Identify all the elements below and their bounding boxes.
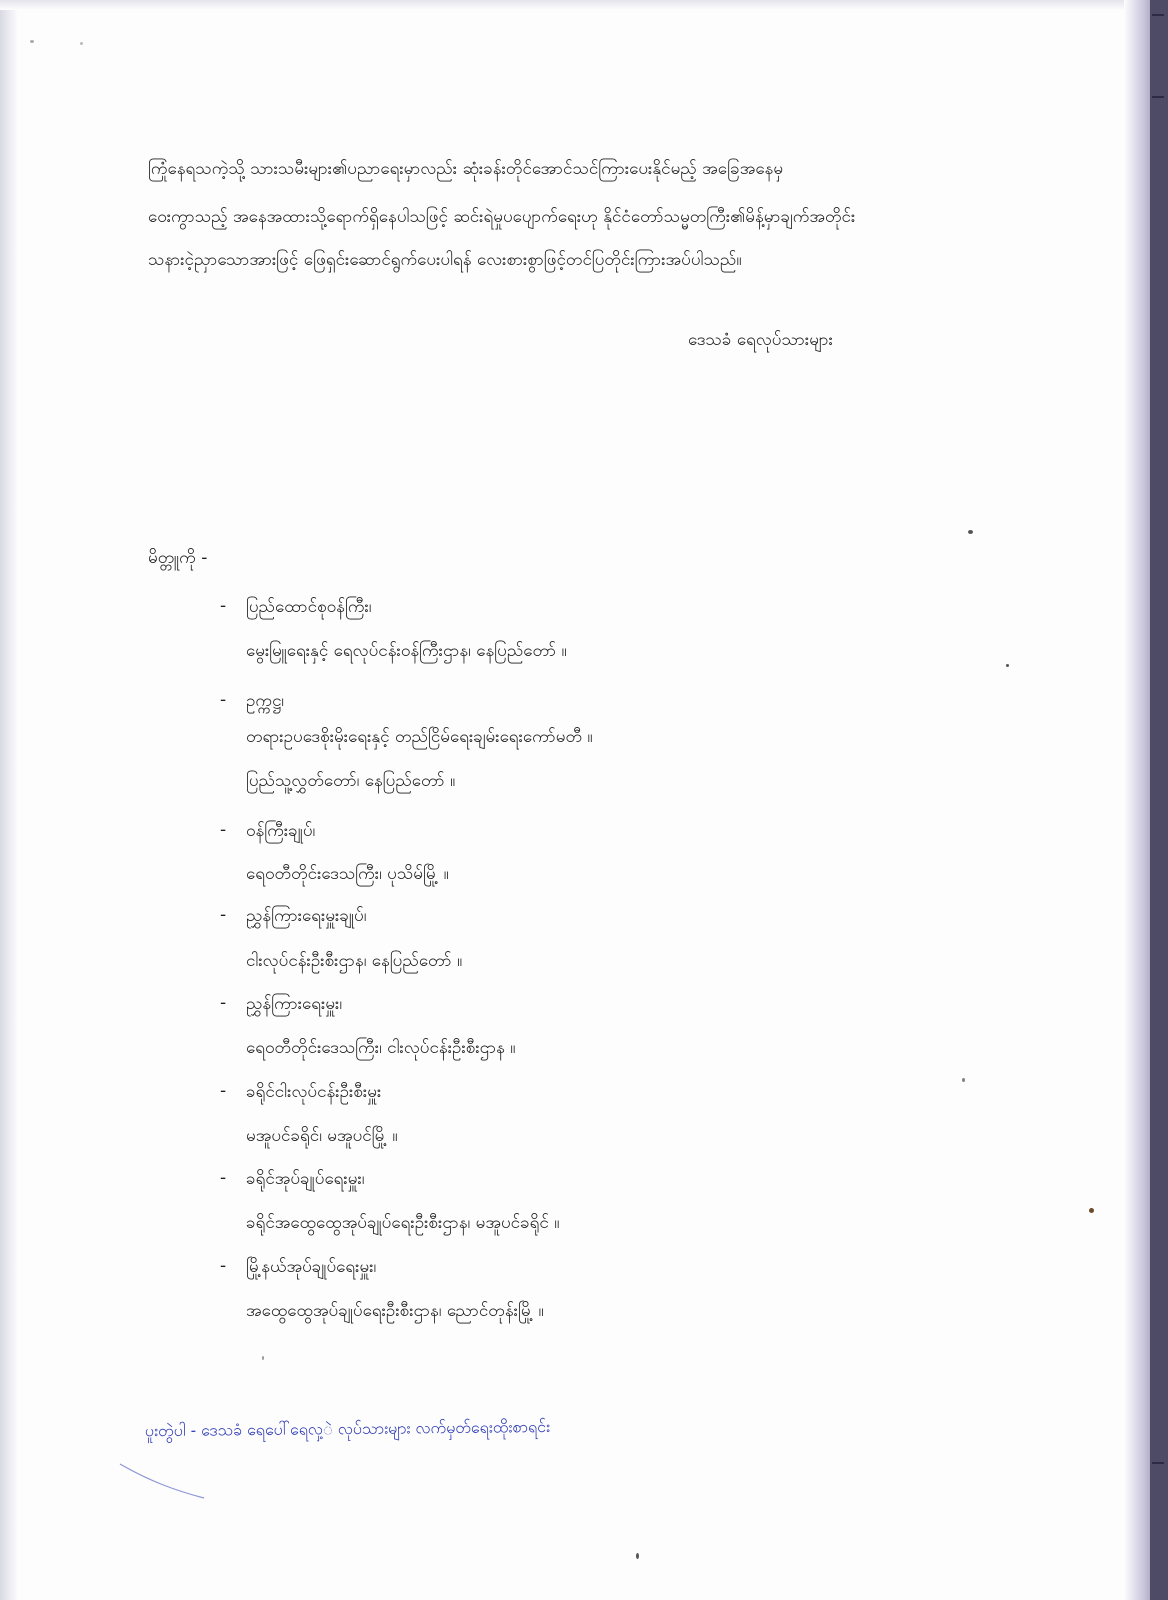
- list-dash: -: [220, 1256, 227, 1276]
- body-line-3: သနားငဲ့ညှာသောအားဖြင့် ဖြေရှင်းဆောင်ရွက်ပေးပါရန် လေးစားစွာဖြင့်တင်ပြတိုင်းကြားအပ်ပါသည်။: [148, 250, 742, 270]
- right-scan-border: [1150, 0, 1168, 1600]
- recipient-address: တရားဥပဒေစိုးမိုးရေးနှင့် တည်ငြိမ်ရေးချမ်းရေးကော်မတီ ။: [246, 727, 593, 747]
- top-edge-shadow: [0, 0, 1168, 10]
- list-dash: -: [220, 905, 227, 925]
- recipient-address: ရေ၀တီတိုင်းဒေသကြီး၊ ပုသိမ်မြို့ ။: [246, 864, 449, 884]
- recipient-title: ညွှန်ကြားရေးမှူး၊: [246, 994, 343, 1014]
- recipient-address: ခရိုင်အထွေထွေအုပ်ချုပ်ရေးဦးစီးဌာန၊ မအူပင်ခရိုင် ။: [246, 1213, 560, 1233]
- scan-speck: [80, 42, 83, 45]
- pen-stroke-mark: [118, 1460, 208, 1500]
- list-dash: -: [220, 596, 227, 616]
- recipient-title: ဥက္ကဋ္ဌ၊: [246, 691, 284, 711]
- recipient-title: ညွှန်ကြားရေးမှူးချုပ်၊: [246, 906, 367, 926]
- scan-speck: [30, 40, 34, 43]
- edge-mark: [1152, 96, 1164, 98]
- recipient-address: ငါးလုပ်ငန်းဦးစီးဌာန၊ နေပြည်တော် ။: [246, 951, 463, 971]
- list-dash: -: [220, 993, 227, 1013]
- recipient-title: ခရိုင်အုပ်ချုပ်ရေးမှူး၊: [246, 1169, 365, 1189]
- body-line-2: ဝေးကွာသည့် အနေအထားသို့ရောက်ရှိနေပါသဖြင့် ဆင်းရဲမှုပပျောက်ရေးဟု နိုင်ငံတော်သမ္မတကြီး၏မိန့်မှာချက်အတိုင်း: [148, 207, 856, 227]
- binding-edge-shadow: [0, 0, 18, 1600]
- recipient-address: မအူပင်ခရိုင်၊ မအူပင်မြို့ ။: [246, 1126, 398, 1146]
- recipient-address: ပြည်သူ့လွှတ်တော်၊ နေပြည်တော် ။: [246, 771, 456, 791]
- list-dash: -: [220, 1168, 227, 1188]
- list-dash: -: [220, 820, 227, 840]
- scan-speck: [1006, 664, 1009, 667]
- copy-to-label: မိတ္တူကို -: [148, 548, 208, 568]
- edge-mark: [1152, 1462, 1164, 1464]
- body-line-1: ကြုံနေရသကဲ့သို့ သားသမီးများ၏ပညာရေးမှာလည်း ဆုံးခန်းတိုင်အောင်သင်ကြားပေးနိုင်မည့် အခြေအနေမှ: [148, 159, 784, 179]
- edge-mark: [1152, 14, 1164, 16]
- signature-line: ဒေသခံ ရေလုပ်သားများ: [688, 330, 833, 350]
- scan-speck: [962, 1078, 965, 1082]
- list-dash: -: [220, 690, 227, 710]
- scan-speck: [262, 1356, 264, 1360]
- handwritten-attachment-note: ပူးတွဲပါ - ဒေသခံ ရေပေါ်ရေလှ့ဲ လုပ်သားများ လက်မှတ်ရေးထိုးစာရင်း: [144, 1416, 551, 1441]
- scan-speck: [968, 530, 973, 534]
- recipient-title: ပြည်ထောင်စုဝန်ကြီး၊: [246, 597, 372, 617]
- recipient-address: ရေ၀တီတိုင်းဒေသကြီး၊ ငါးလုပ်ငန်းဦးစီးဌာန ။: [246, 1038, 516, 1058]
- recipient-address: အထွေထွေအုပ်ချုပ်ရေးဦးစီးဌာန၊ ညောင်တုန်းမြို့ ။: [246, 1301, 544, 1321]
- recipient-address: မွေးမြူရေးနှင့် ရေလုပ်ငန်းဝန်ကြီးဌာန၊ နေပြည်တော် ။: [246, 641, 567, 661]
- list-dash: -: [220, 1081, 227, 1101]
- recipient-title: ခရိုင်ငါးလုပ်ငန်းဦးစီးမှူး: [246, 1082, 382, 1102]
- scan-speck: [636, 1553, 639, 1559]
- recipient-title: ဝန်ကြီးချုပ်၊: [246, 821, 316, 841]
- recipient-title: မြို့နယ်အုပ်ချုပ်ရေးမှူး၊: [246, 1257, 377, 1277]
- scan-speck: [1089, 1208, 1094, 1213]
